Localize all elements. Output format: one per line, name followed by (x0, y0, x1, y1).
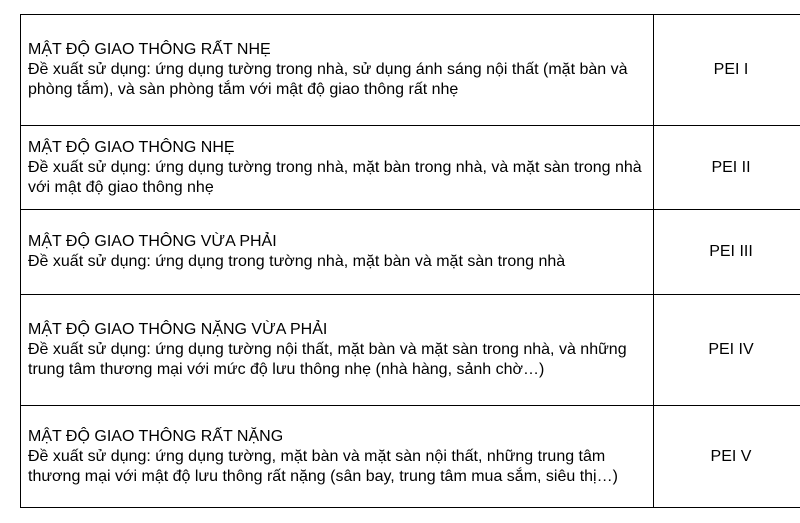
recommended-usage: Đề xuất sử dụng: ứng dụng trong tường nhà, mặt bàn và mặt sàn trong nhà (28, 253, 566, 270)
pei-class-cell: PEI IV (654, 295, 800, 406)
description-cell (21, 126, 654, 210)
recommended-usage: Đề xuất sử dụng: ứng dụng tường trong nhà, mặt bàn trong nhà, và mặt sàn trong nhà với mật độ giao thông nhẹ (28, 158, 642, 196)
table-row (21, 15, 800, 126)
description-cell (21, 406, 654, 508)
recommended-usage: Đề xuất sử dụng: ứng dụng tường, mặt bàn và mặt sàn nội thất, những trung tâm thương mại với mật độ lưu thông rất nặng (sân bay, trung tâm mua sắm, siêu thị…) (28, 447, 618, 485)
table-row (21, 406, 800, 508)
traffic-level-title: MẬT ĐỘ GIAO THÔNG NẶNG VỪA PHẢI (28, 321, 328, 338)
recommended-usage: Đề xuất sử dụng: ứng dụng tường nội thất, mặt bàn và mặt sàn trong nhà, và những trung tâm thương mại với mức độ lưu thông nhẹ (nhà hàng, sảnh chờ…) (28, 341, 627, 378)
pei-class-cell: PEI II (654, 126, 800, 210)
pei-class-cell: PEI I (654, 15, 800, 126)
description-cell (21, 210, 654, 295)
pei-class-cell: PEI III (654, 210, 800, 295)
description-cell (21, 295, 654, 406)
table-row (21, 295, 800, 406)
traffic-level-title: MẬT ĐỘ GIAO THÔNG RẤT NẶNG (28, 427, 284, 445)
description-cell (21, 15, 654, 126)
pei-rating-table (20, 14, 800, 508)
recommended-usage: Đề xuất sử dụng: ứng dụng tường trong nhà, sử dụng ánh sáng nội thất (mặt bàn và phòng tắm), và sàn phòng tắm với mật độ giao thông rất nhẹ (28, 61, 628, 98)
traffic-level-title: MẬT ĐỘ GIAO THÔNG RẤT NHẸ (28, 41, 271, 58)
pei-class-cell: PEI V (654, 406, 800, 508)
traffic-level-title: MẬT ĐỘ GIAO THÔNG VỪA PHẢI (28, 233, 277, 250)
table-row (21, 210, 800, 295)
traffic-level-title: MẬT ĐỘ GIAO THÔNG NHẸ (28, 138, 235, 156)
table-row (21, 126, 800, 210)
